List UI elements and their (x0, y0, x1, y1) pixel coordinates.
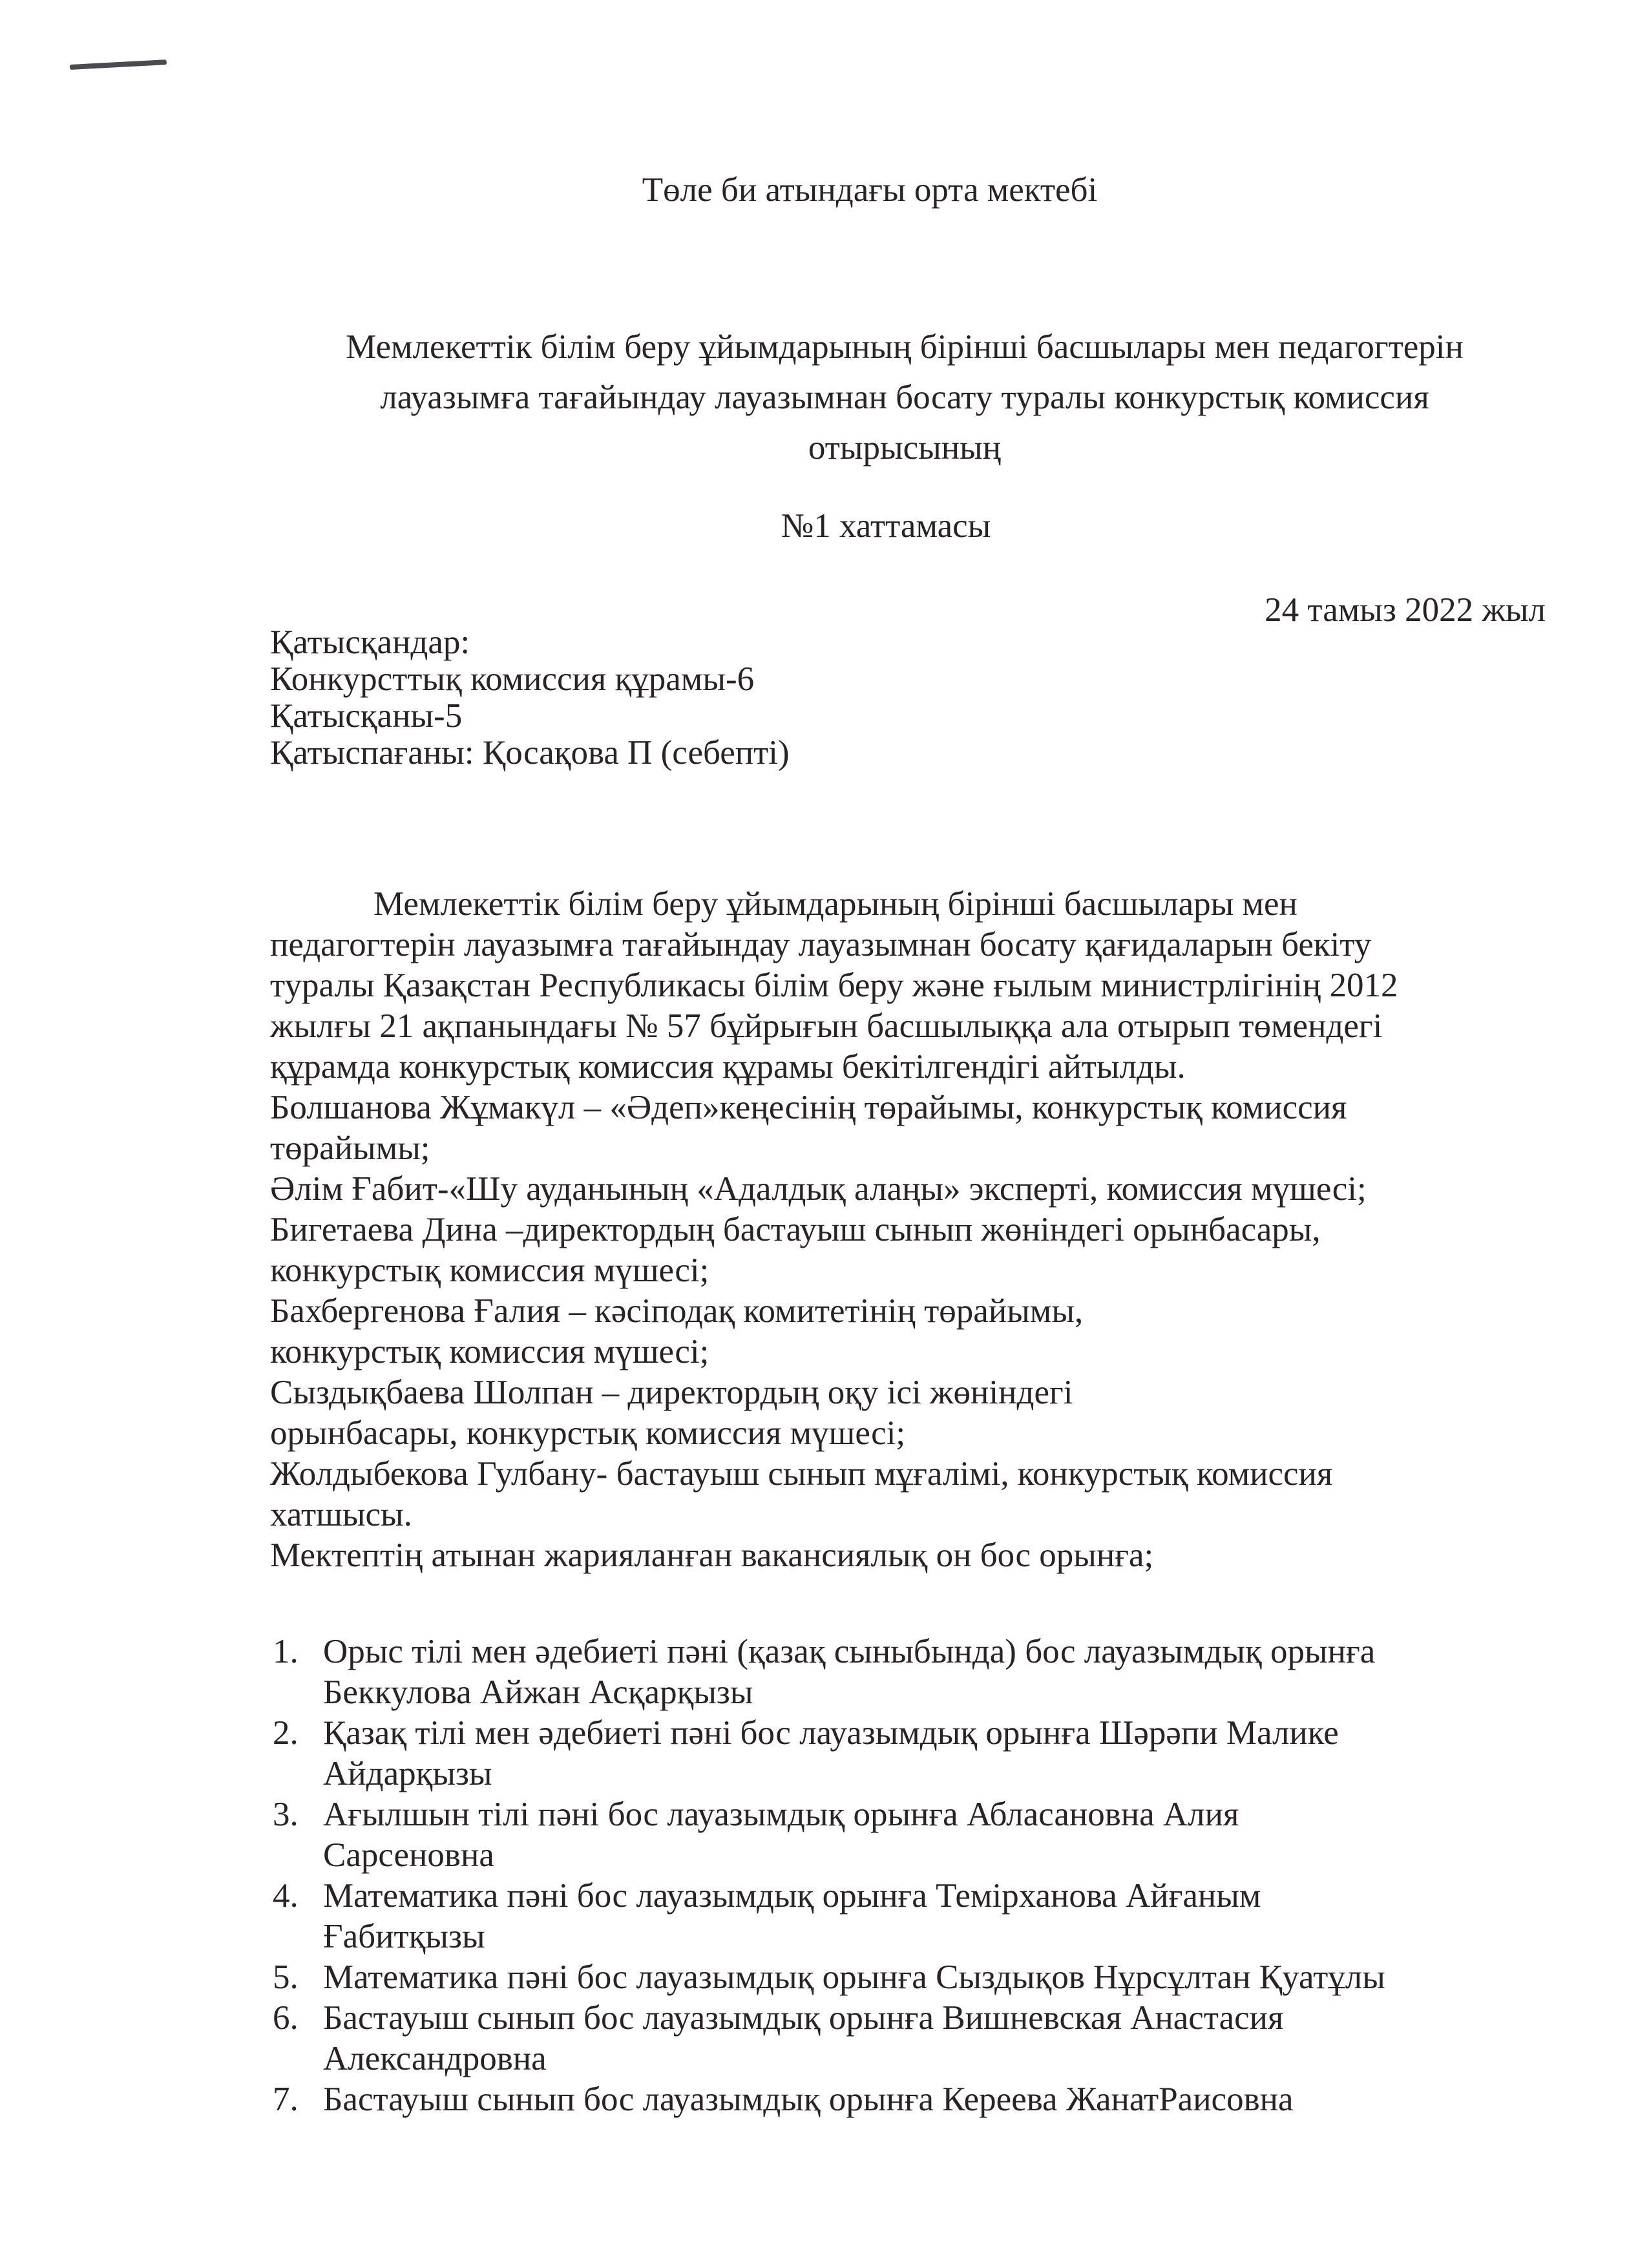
commission-member-line: Болшанова Жұмакүл – «Әдеп»кеңесінің төрайымы, конкурстық комиссия (270, 1089, 1347, 1126)
body-line: туралы Қазақстан Республикасы білім беру және ғылым министрлігінің 2012 (270, 967, 1398, 1004)
attendance-present: Қатысқаны-5 (270, 697, 463, 735)
vacancy-text: Математика пәні бос лауазымдық орынға Сыздықов Нұрсұлтан Қуатұлы (323, 1958, 1385, 1996)
body-text (270, 884, 1398, 1576)
vacancy-text: Орыс тілі мен әдебиеті пәні (қазақ сыныбында) бос лауазымдық орынға (323, 1633, 1376, 1670)
vacancy-text: Айдарқызы (323, 1755, 492, 1792)
vacancy-number: 4. (273, 1877, 299, 1915)
vacancy-item (270, 2079, 1385, 2120)
vacancy-text: Александровна (323, 2040, 547, 2077)
commission-member-line: Сыздықбаева Шолпан – директордың оқу ісі жөніндегі (270, 1374, 1073, 1411)
commission-member-line: орынбасары, конкурстық комиссия мүшесі; (270, 1414, 906, 1452)
vacancy-number: 7. (273, 2081, 299, 2118)
vacancy-item (270, 1713, 1385, 1794)
commission-member-line: хатшысы. (270, 1496, 412, 1533)
vacancy-number: 6. (273, 1999, 299, 2037)
vacancy-text: Математика пәні бос лауазымдық орынға Темірханова Айғаным (323, 1877, 1261, 1915)
vacancy-text: Беккулова Айжан Асқарқызы (323, 1674, 753, 1711)
title-line: отырысының (808, 429, 1002, 467)
vacancy-item (270, 1957, 1385, 1998)
vacancy-item (270, 1876, 1385, 1957)
vacancy-text: Бастауыш сынып бос лауазымдық орынға Кереева ЖанатРаисовна (323, 2081, 1294, 2118)
vacancy-text: Бастауыш сынып бос лауазымдық орынға Вишневская Анастасия (323, 1999, 1284, 2037)
commission-member-line: төрайымы; (270, 1129, 430, 1167)
commission-composition: Конкурсттық комиссия құрамы-6 (270, 660, 755, 698)
document-title (258, 326, 1551, 478)
vacancy-number: 3. (273, 1796, 299, 1833)
attendance-heading: Қатысқандар: (270, 624, 470, 661)
vacancy-text: Сарсеновна (323, 1836, 494, 1874)
body-line: құрамда конкурстық комиссия құрамы бекітілгендігі айтылды. (270, 1048, 1186, 1086)
protocol-date: 24 тамыз 2022 жыл (1265, 591, 1546, 629)
body-line: Мемлекеттік білім беру ұйымдарының бірінші басшылары мен (373, 885, 1297, 923)
vacancies-intro: Мектептің атынан жарияланған вакансиялық он бос орынға; (270, 1537, 1154, 1574)
vacancy-number: 1. (273, 1633, 299, 1670)
commission-member-line: Бахбергенова Ғалия – кәсіподақ комитетінің төрайымы, (270, 1292, 1084, 1330)
title-line: Мемлекеттік білім беру ұйымдарының бірінші басшылары мен педагогтерін (346, 328, 1464, 366)
vacancy-number: 2. (273, 1714, 299, 1752)
body-line: педагогтерін лауазымға тағайындау лауазымнан босату қағидаларын бекіту (270, 926, 1372, 963)
vacancy-text: Ағылшын тілі пәні бос лауазымдық орынға Абласановна Алия (323, 1796, 1239, 1833)
commission-member-line: Бигетаева Дина –директордың бастауыш сынып жөніндегі орынбасары, (270, 1211, 1321, 1248)
vacancy-item (270, 1794, 1385, 1876)
vacancy-item (270, 1998, 1385, 2079)
commission-member-line: Әлім Ғабит-«Шу ауданының «Адалдық алаңы» эксперті, комиссия мүшесі; (270, 1170, 1367, 1208)
body-line: жылғы 21 ақпанындағы № 57 бұйрығын басшылыққа ала отырып төмендегі (270, 1007, 1383, 1045)
attendance-absent: Қатыспағаны: Қосақова П (себепті) (270, 734, 790, 772)
attendance-section (270, 624, 790, 772)
title-line: лауазымға тағайындау лауазымнан босату туралы конкурстық комиссия (380, 379, 1429, 416)
vacancy-item (270, 1632, 1385, 1713)
vacancy-list (270, 1632, 1385, 2120)
commission-member-line: конкурстық комиссия мүшесі; (270, 1252, 709, 1289)
commission-member-line: Жолдыбекова Гулбану- бастауыш сынып мұғалімі, конкурстық комиссия (270, 1455, 1333, 1493)
vacancy-text: Қазақ тілі мен әдебиеті пәні бос лауазымдық орынға Шәрәпи Малике (323, 1714, 1339, 1752)
school-name: Төле би атындағы орта мектебі (642, 171, 1098, 209)
vacancy-number: 5. (273, 1958, 299, 1996)
staple-mark (70, 59, 167, 70)
vacancy-text: Ғабитқызы (323, 1918, 485, 1955)
commission-member-line: конкурстық комиссия мүшесі; (270, 1333, 709, 1370)
protocol-number: №1 хаттамасы (781, 507, 991, 545)
